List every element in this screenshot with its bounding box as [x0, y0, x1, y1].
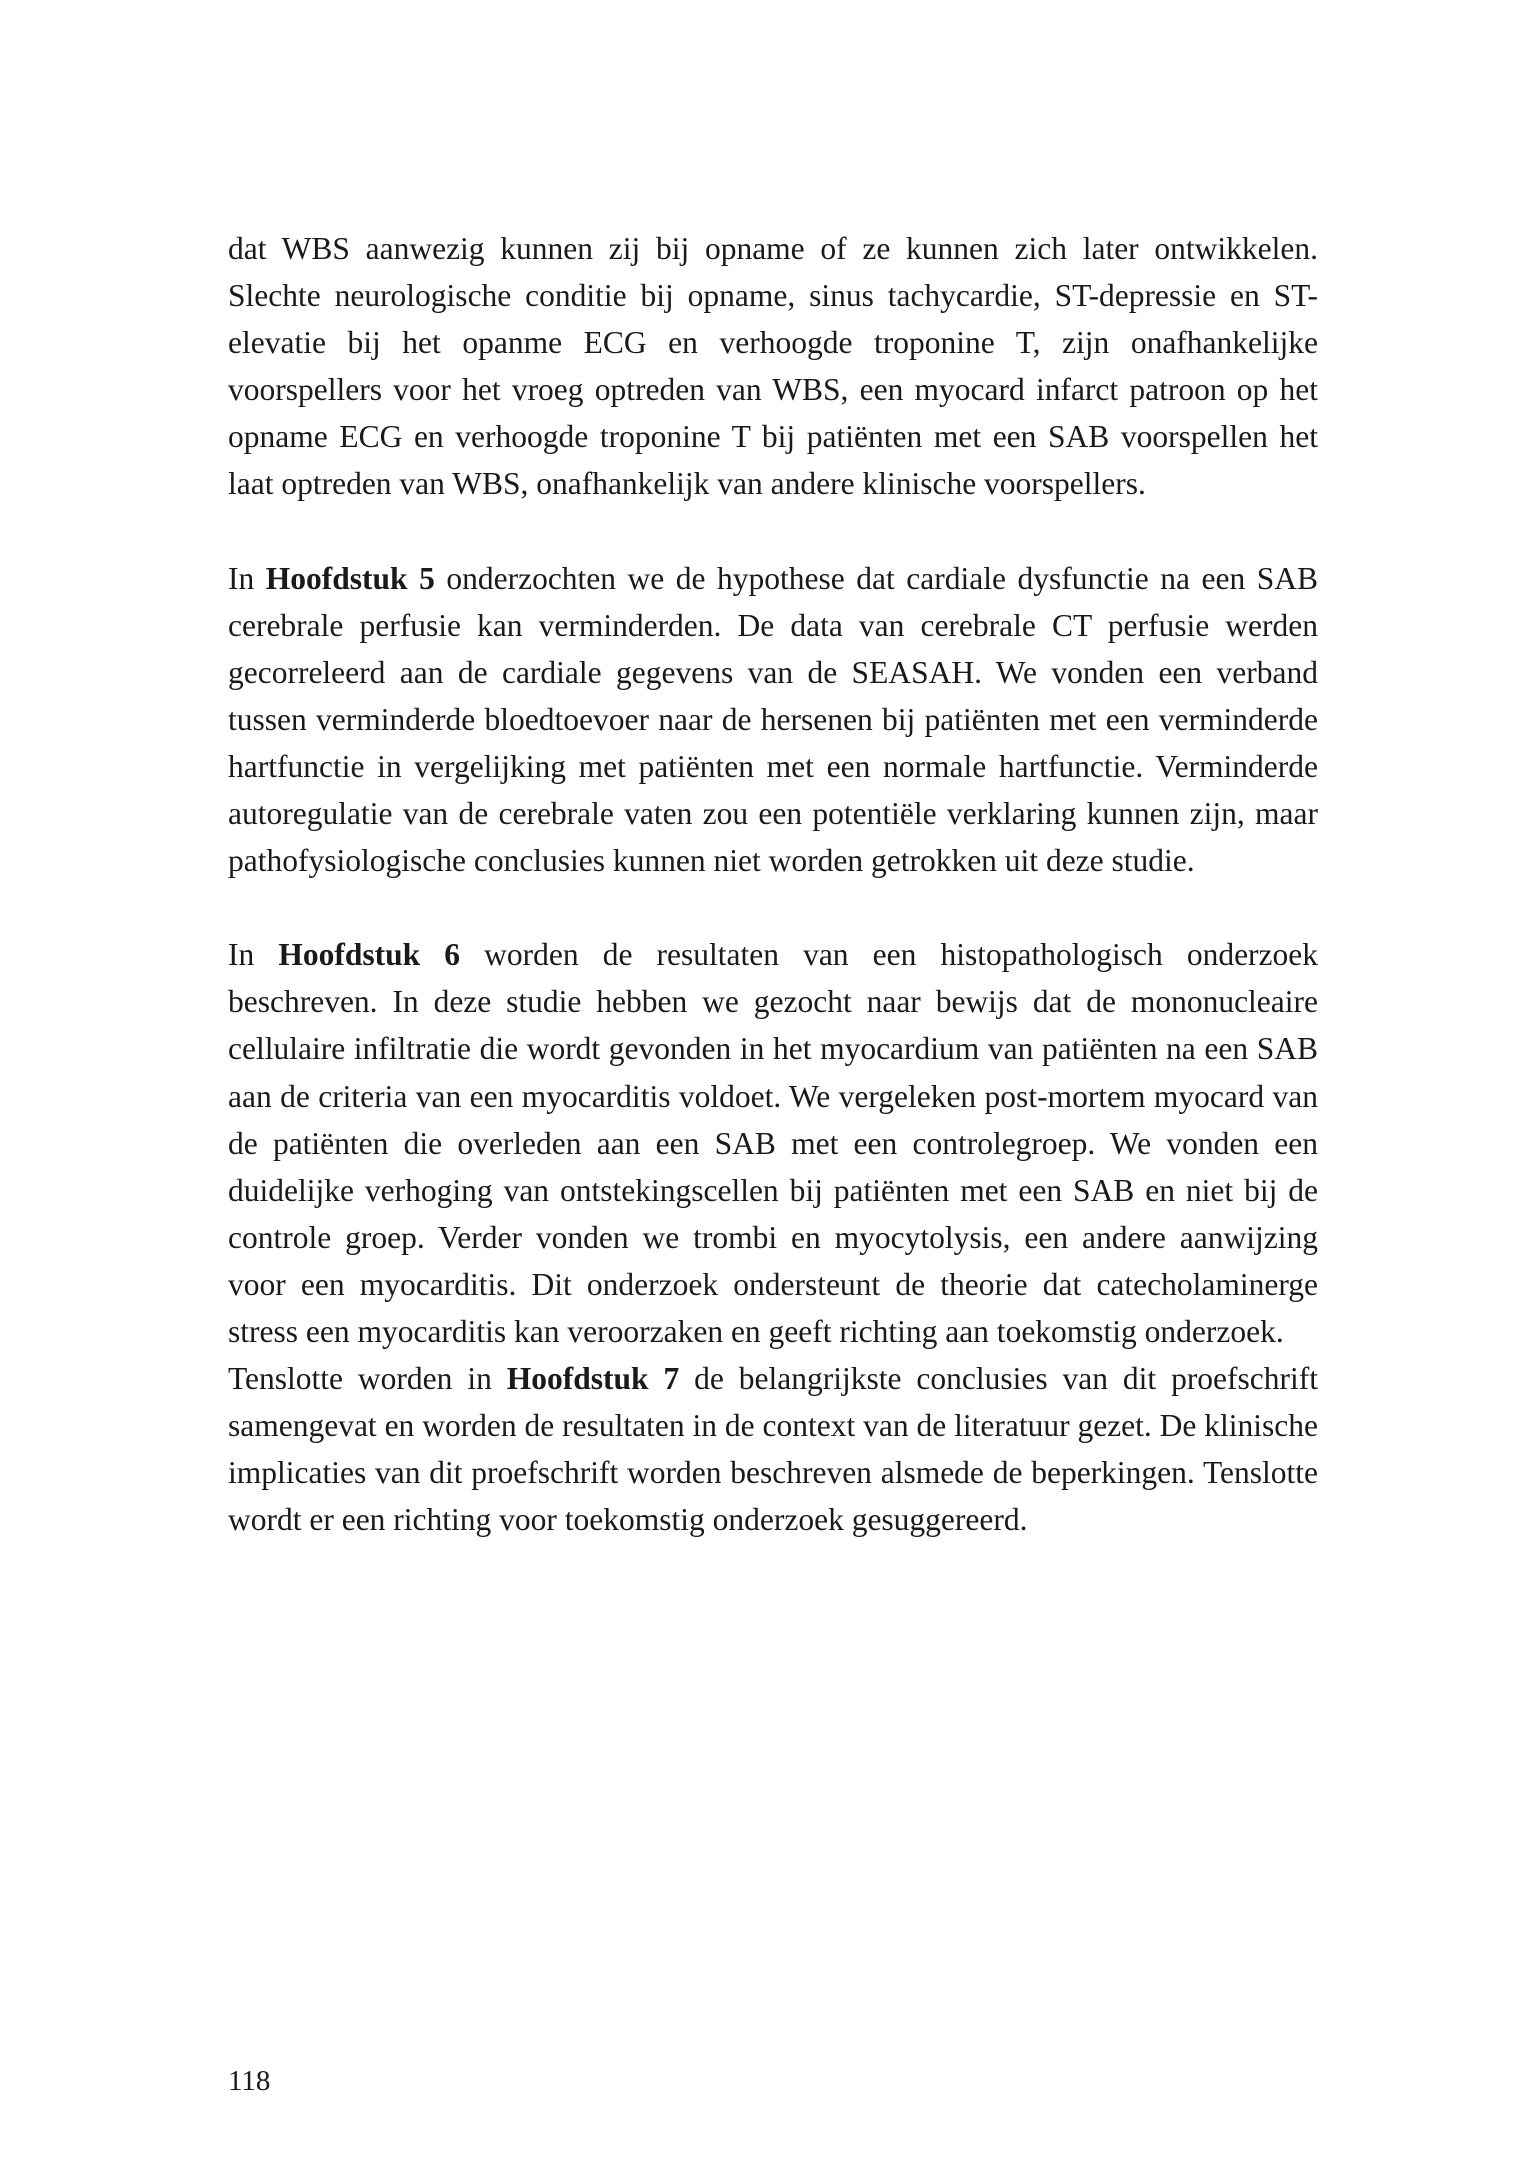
paragraph-wbs-predictors	[228, 225, 1318, 508]
paragraph-chapter-6	[228, 931, 1318, 1355]
paragraph-text: In	[228, 560, 266, 596]
paragraph-text: Tenslotte worden in	[228, 1361, 507, 1397]
paragraph-text: worden de resultaten van een histopathologisch onderzoek beschreven. In deze studie hebben we gezocht naar bewijs dat de mononucleaire cellulaire infiltratie die wordt gevonden in het myocardium van patiënten na een SAB aan de criteria van een myocarditis voldoet. We vergeleken post-mortem myocard van de patiënten die overleden aan een SAB met een controlegroep. We vonden een duidelijke verhoging van ontstekingscellen bij patiënten met een SAB en niet bij de controle groep. Verder vonden we trombi en myocytolysis, een andere aanwijzing voor een myocarditis. Dit onderzoek ondersteunt de theorie dat catecholaminerge stress een myocarditis kan veroorzaken en geeft richting aan toekomstig onderzoek.	[228, 937, 1319, 1349]
paragraph-text: dat WBS aanwezig kunnen zij bij opname of ze kunnen zich later ontwikkelen. Slechte neurologische conditie bij opname, sinus tachycardie, ST-depressie en ST-elevatie bij het opanme ECG en verhoogde troponine T, zijn onafhankelijke voorspellers voor het vroeg optreden van WBS, een myocard infarct patroon op het opname ECG en verhoogde troponine T bij patiënten met een SAB voorspellen het laat optreden van WBS, onafhankelijk van andere klinische voorspellers.	[228, 231, 1318, 502]
chapter-reference: Hoofdstuk 7	[506, 1361, 680, 1397]
body-text	[228, 225, 1318, 1543]
paragraph-chapter-7	[228, 1355, 1318, 1543]
paragraph-chapter-5	[228, 555, 1318, 885]
page-number: 118	[228, 2065, 271, 2097]
chapter-reference: Hoofdstuk 6	[278, 937, 461, 973]
paragraph-text: onderzochten we de hypothese dat cardiale dysfunctie na een SAB cerebrale perfusie kan verminderden. De data van cerebrale CT perfusie werden gecorreleerd aan de cardiale gegevens van de SEASAH. We vonden een verband tussen verminderde bloedtoevoer naar de hersenen bij patiënten met een verminderde hartfunctie in vergelijking met patiënten met een normale hartfunctie. Verminderde autoregulatie van de cerebrale vaten zou een potentiële verklaring kunnen zijn, maar pathofysiologische conclusies kunnen niet worden getrokken uit deze studie.	[228, 560, 1319, 879]
paragraph-text: de belangrijkste conclusies van dit proefschrift samengevat en worden de resultaten in de context van de literatuur gezet. De klinische implicaties van dit proefschrift worden beschreven alsmede de beperkingen. Tenslotte wordt er een richting voor toekomstig onderzoek gesuggereerd.	[228, 1361, 1318, 1538]
chapter-reference: Hoofdstuk 5	[265, 560, 435, 596]
paragraph-text: In	[228, 937, 279, 973]
